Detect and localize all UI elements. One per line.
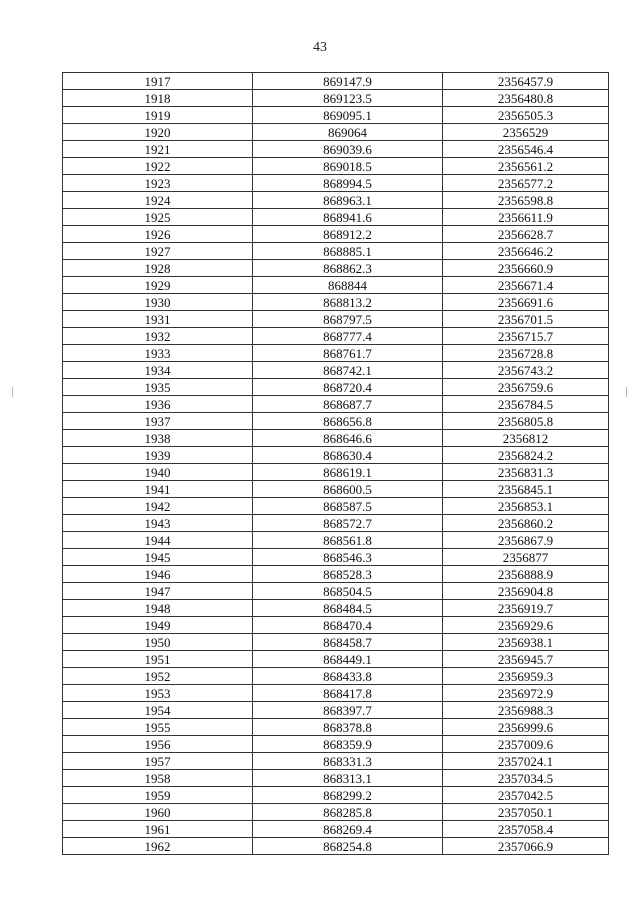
table-row xyxy=(63,583,609,600)
x-coordinate-cell: 868630.4 xyxy=(253,447,443,464)
point-number-cell: 1947 xyxy=(63,583,253,600)
y-coordinate-cell: 2356743.2 xyxy=(443,362,609,379)
y-coordinate-cell: 2356660.9 xyxy=(443,260,609,277)
table-row xyxy=(63,515,609,532)
point-number-cell: 1949 xyxy=(63,617,253,634)
y-coordinate-cell: 2356904.8 xyxy=(443,583,609,600)
y-coordinate-cell: 2356759.6 xyxy=(443,379,609,396)
point-number-cell: 1945 xyxy=(63,549,253,566)
x-coordinate-cell: 868254.8 xyxy=(253,838,443,855)
y-coordinate-cell: 2357024.1 xyxy=(443,753,609,770)
point-number-cell: 1958 xyxy=(63,770,253,787)
table-row xyxy=(63,736,609,753)
y-coordinate-cell: 2356812 xyxy=(443,430,609,447)
point-number-cell: 1927 xyxy=(63,243,253,260)
table-row xyxy=(63,532,609,549)
table-row xyxy=(63,73,609,90)
table-row xyxy=(63,634,609,651)
x-coordinate-cell: 869039.6 xyxy=(253,141,443,158)
coordinates-table-body xyxy=(63,73,609,855)
point-number-cell: 1948 xyxy=(63,600,253,617)
table-row xyxy=(63,413,609,430)
x-coordinate-cell: 868449.1 xyxy=(253,651,443,668)
point-number-cell: 1922 xyxy=(63,158,253,175)
table-row xyxy=(63,685,609,702)
y-coordinate-cell: 2356929.6 xyxy=(443,617,609,634)
point-number-cell: 1917 xyxy=(63,73,253,90)
table-row xyxy=(63,481,609,498)
x-coordinate-cell: 868528.3 xyxy=(253,566,443,583)
point-number-cell: 1954 xyxy=(63,702,253,719)
point-number-cell: 1955 xyxy=(63,719,253,736)
point-number-cell: 1926 xyxy=(63,226,253,243)
point-number-cell: 1931 xyxy=(63,311,253,328)
x-coordinate-cell: 868885.1 xyxy=(253,243,443,260)
point-number-cell: 1951 xyxy=(63,651,253,668)
y-coordinate-cell: 2356938.1 xyxy=(443,634,609,651)
x-coordinate-cell: 868572.7 xyxy=(253,515,443,532)
table-row xyxy=(63,158,609,175)
x-coordinate-cell: 868561.8 xyxy=(253,532,443,549)
y-coordinate-cell: 2357050.1 xyxy=(443,804,609,821)
point-number-cell: 1952 xyxy=(63,668,253,685)
x-coordinate-cell: 868417.8 xyxy=(253,685,443,702)
x-coordinate-cell: 868844 xyxy=(253,277,443,294)
point-number-cell: 1937 xyxy=(63,413,253,430)
table-row xyxy=(63,260,609,277)
x-coordinate-cell: 868797.5 xyxy=(253,311,443,328)
y-coordinate-cell: 2356529 xyxy=(443,124,609,141)
margin-mark-left xyxy=(12,387,13,397)
table-row xyxy=(63,345,609,362)
table-row xyxy=(63,804,609,821)
point-number-cell: 1933 xyxy=(63,345,253,362)
x-coordinate-cell: 868912.2 xyxy=(253,226,443,243)
table-row xyxy=(63,311,609,328)
point-number-cell: 1921 xyxy=(63,141,253,158)
table-row xyxy=(63,702,609,719)
x-coordinate-cell: 868742.1 xyxy=(253,362,443,379)
point-number-cell: 1938 xyxy=(63,430,253,447)
x-coordinate-cell: 869147.9 xyxy=(253,73,443,90)
point-number-cell: 1923 xyxy=(63,175,253,192)
point-number-cell: 1941 xyxy=(63,481,253,498)
x-coordinate-cell: 868994.5 xyxy=(253,175,443,192)
x-coordinate-cell: 868313.1 xyxy=(253,770,443,787)
table-row xyxy=(63,124,609,141)
x-coordinate-cell: 868761.7 xyxy=(253,345,443,362)
x-coordinate-cell: 868862.3 xyxy=(253,260,443,277)
x-coordinate-cell: 868484.5 xyxy=(253,600,443,617)
x-coordinate-cell: 868813.2 xyxy=(253,294,443,311)
point-number-cell: 1956 xyxy=(63,736,253,753)
y-coordinate-cell: 2356598.8 xyxy=(443,192,609,209)
page-number: 43 xyxy=(313,40,327,55)
point-number-cell: 1961 xyxy=(63,821,253,838)
x-coordinate-cell: 868963.1 xyxy=(253,192,443,209)
y-coordinate-cell: 2356877 xyxy=(443,549,609,566)
y-coordinate-cell: 2357009.6 xyxy=(443,736,609,753)
y-coordinate-cell: 2356691.6 xyxy=(443,294,609,311)
x-coordinate-cell: 869018.5 xyxy=(253,158,443,175)
point-number-cell: 1944 xyxy=(63,532,253,549)
y-coordinate-cell: 2357058.4 xyxy=(443,821,609,838)
table-row xyxy=(63,277,609,294)
table-row xyxy=(63,566,609,583)
table-row xyxy=(63,668,609,685)
y-coordinate-cell: 2356972.9 xyxy=(443,685,609,702)
y-coordinate-cell: 2356480.8 xyxy=(443,90,609,107)
x-coordinate-cell: 868941.6 xyxy=(253,209,443,226)
y-coordinate-cell: 2357042.5 xyxy=(443,787,609,804)
y-coordinate-cell: 2357034.5 xyxy=(443,770,609,787)
coordinates-table xyxy=(62,72,609,855)
y-coordinate-cell: 2356671.4 xyxy=(443,277,609,294)
point-number-cell: 1936 xyxy=(63,396,253,413)
table-row xyxy=(63,396,609,413)
point-number-cell: 1924 xyxy=(63,192,253,209)
y-coordinate-cell: 2356628.7 xyxy=(443,226,609,243)
table-row xyxy=(63,243,609,260)
y-coordinate-cell: 2356715.7 xyxy=(443,328,609,345)
x-coordinate-cell: 869064 xyxy=(253,124,443,141)
point-number-cell: 1946 xyxy=(63,566,253,583)
table-row xyxy=(63,175,609,192)
table-row xyxy=(63,141,609,158)
x-coordinate-cell: 868600.5 xyxy=(253,481,443,498)
y-coordinate-cell: 2356945.7 xyxy=(443,651,609,668)
x-coordinate-cell: 869123.5 xyxy=(253,90,443,107)
y-coordinate-cell: 2356646.2 xyxy=(443,243,609,260)
y-coordinate-cell: 2356988.3 xyxy=(443,702,609,719)
x-coordinate-cell: 868687.7 xyxy=(253,396,443,413)
x-coordinate-cell: 868285.8 xyxy=(253,804,443,821)
table-row xyxy=(63,838,609,855)
y-coordinate-cell: 2356457.9 xyxy=(443,73,609,90)
table-row xyxy=(63,209,609,226)
point-number-cell: 1950 xyxy=(63,634,253,651)
table-row xyxy=(63,328,609,345)
y-coordinate-cell: 2356805.8 xyxy=(443,413,609,430)
y-coordinate-cell: 2356546.4 xyxy=(443,141,609,158)
y-coordinate-cell: 2356561.2 xyxy=(443,158,609,175)
point-number-cell: 1919 xyxy=(63,107,253,124)
x-coordinate-cell: 868504.5 xyxy=(253,583,443,600)
table-row xyxy=(63,787,609,804)
x-coordinate-cell: 868269.4 xyxy=(253,821,443,838)
y-coordinate-cell: 2356728.8 xyxy=(443,345,609,362)
x-coordinate-cell: 868359.9 xyxy=(253,736,443,753)
table-row xyxy=(63,498,609,515)
point-number-cell: 1940 xyxy=(63,464,253,481)
y-coordinate-cell: 2356831.3 xyxy=(443,464,609,481)
x-coordinate-cell: 868777.4 xyxy=(253,328,443,345)
point-number-cell: 1959 xyxy=(63,787,253,804)
table-row xyxy=(63,226,609,243)
y-coordinate-cell: 2356611.9 xyxy=(443,209,609,226)
x-coordinate-cell: 868546.3 xyxy=(253,549,443,566)
point-number-cell: 1920 xyxy=(63,124,253,141)
table-row xyxy=(63,719,609,736)
y-coordinate-cell: 2356824.2 xyxy=(443,447,609,464)
table-row xyxy=(63,362,609,379)
table-row xyxy=(63,617,609,634)
point-number-cell: 1943 xyxy=(63,515,253,532)
point-number-cell: 1957 xyxy=(63,753,253,770)
point-number-cell: 1925 xyxy=(63,209,253,226)
point-number-cell: 1930 xyxy=(63,294,253,311)
table-row xyxy=(63,294,609,311)
table-row xyxy=(63,464,609,481)
point-number-cell: 1962 xyxy=(63,838,253,855)
y-coordinate-cell: 2356888.9 xyxy=(443,566,609,583)
point-number-cell: 1939 xyxy=(63,447,253,464)
table-row xyxy=(63,821,609,838)
table-row xyxy=(63,90,609,107)
x-coordinate-cell: 868433.8 xyxy=(253,668,443,685)
point-number-cell: 1942 xyxy=(63,498,253,515)
table-row xyxy=(63,770,609,787)
table-row xyxy=(63,430,609,447)
point-number-cell: 1934 xyxy=(63,362,253,379)
y-coordinate-cell: 2356959.3 xyxy=(443,668,609,685)
point-number-cell: 1935 xyxy=(63,379,253,396)
table-row xyxy=(63,192,609,209)
y-coordinate-cell: 2356577.2 xyxy=(443,175,609,192)
x-coordinate-cell: 868331.3 xyxy=(253,753,443,770)
y-coordinate-cell: 2356701.5 xyxy=(443,311,609,328)
table-row xyxy=(63,651,609,668)
y-coordinate-cell: 2356867.9 xyxy=(443,532,609,549)
x-coordinate-cell: 868470.4 xyxy=(253,617,443,634)
margin-mark-right xyxy=(626,387,627,397)
point-number-cell: 1918 xyxy=(63,90,253,107)
y-coordinate-cell: 2356853.1 xyxy=(443,498,609,515)
point-number-cell: 1928 xyxy=(63,260,253,277)
table-row xyxy=(63,549,609,566)
x-coordinate-cell: 869095.1 xyxy=(253,107,443,124)
y-coordinate-cell: 2356919.7 xyxy=(443,600,609,617)
x-coordinate-cell: 868587.5 xyxy=(253,498,443,515)
y-coordinate-cell: 2356845.1 xyxy=(443,481,609,498)
table-row xyxy=(63,379,609,396)
point-number-cell: 1929 xyxy=(63,277,253,294)
x-coordinate-cell: 868378.8 xyxy=(253,719,443,736)
table-row xyxy=(63,753,609,770)
y-coordinate-cell: 2356860.2 xyxy=(443,515,609,532)
y-coordinate-cell: 2356784.5 xyxy=(443,396,609,413)
y-coordinate-cell: 2356999.6 xyxy=(443,719,609,736)
point-number-cell: 1932 xyxy=(63,328,253,345)
x-coordinate-cell: 868646.6 xyxy=(253,430,443,447)
point-number-cell: 1960 xyxy=(63,804,253,821)
x-coordinate-cell: 868619.1 xyxy=(253,464,443,481)
x-coordinate-cell: 868299.2 xyxy=(253,787,443,804)
x-coordinate-cell: 868397.7 xyxy=(253,702,443,719)
table-row xyxy=(63,107,609,124)
x-coordinate-cell: 868458.7 xyxy=(253,634,443,651)
x-coordinate-cell: 868656.8 xyxy=(253,413,443,430)
x-coordinate-cell: 868720.4 xyxy=(253,379,443,396)
table-row xyxy=(63,447,609,464)
table-row xyxy=(63,600,609,617)
point-number-cell: 1953 xyxy=(63,685,253,702)
y-coordinate-cell: 2356505.3 xyxy=(443,107,609,124)
y-coordinate-cell: 2357066.9 xyxy=(443,838,609,855)
